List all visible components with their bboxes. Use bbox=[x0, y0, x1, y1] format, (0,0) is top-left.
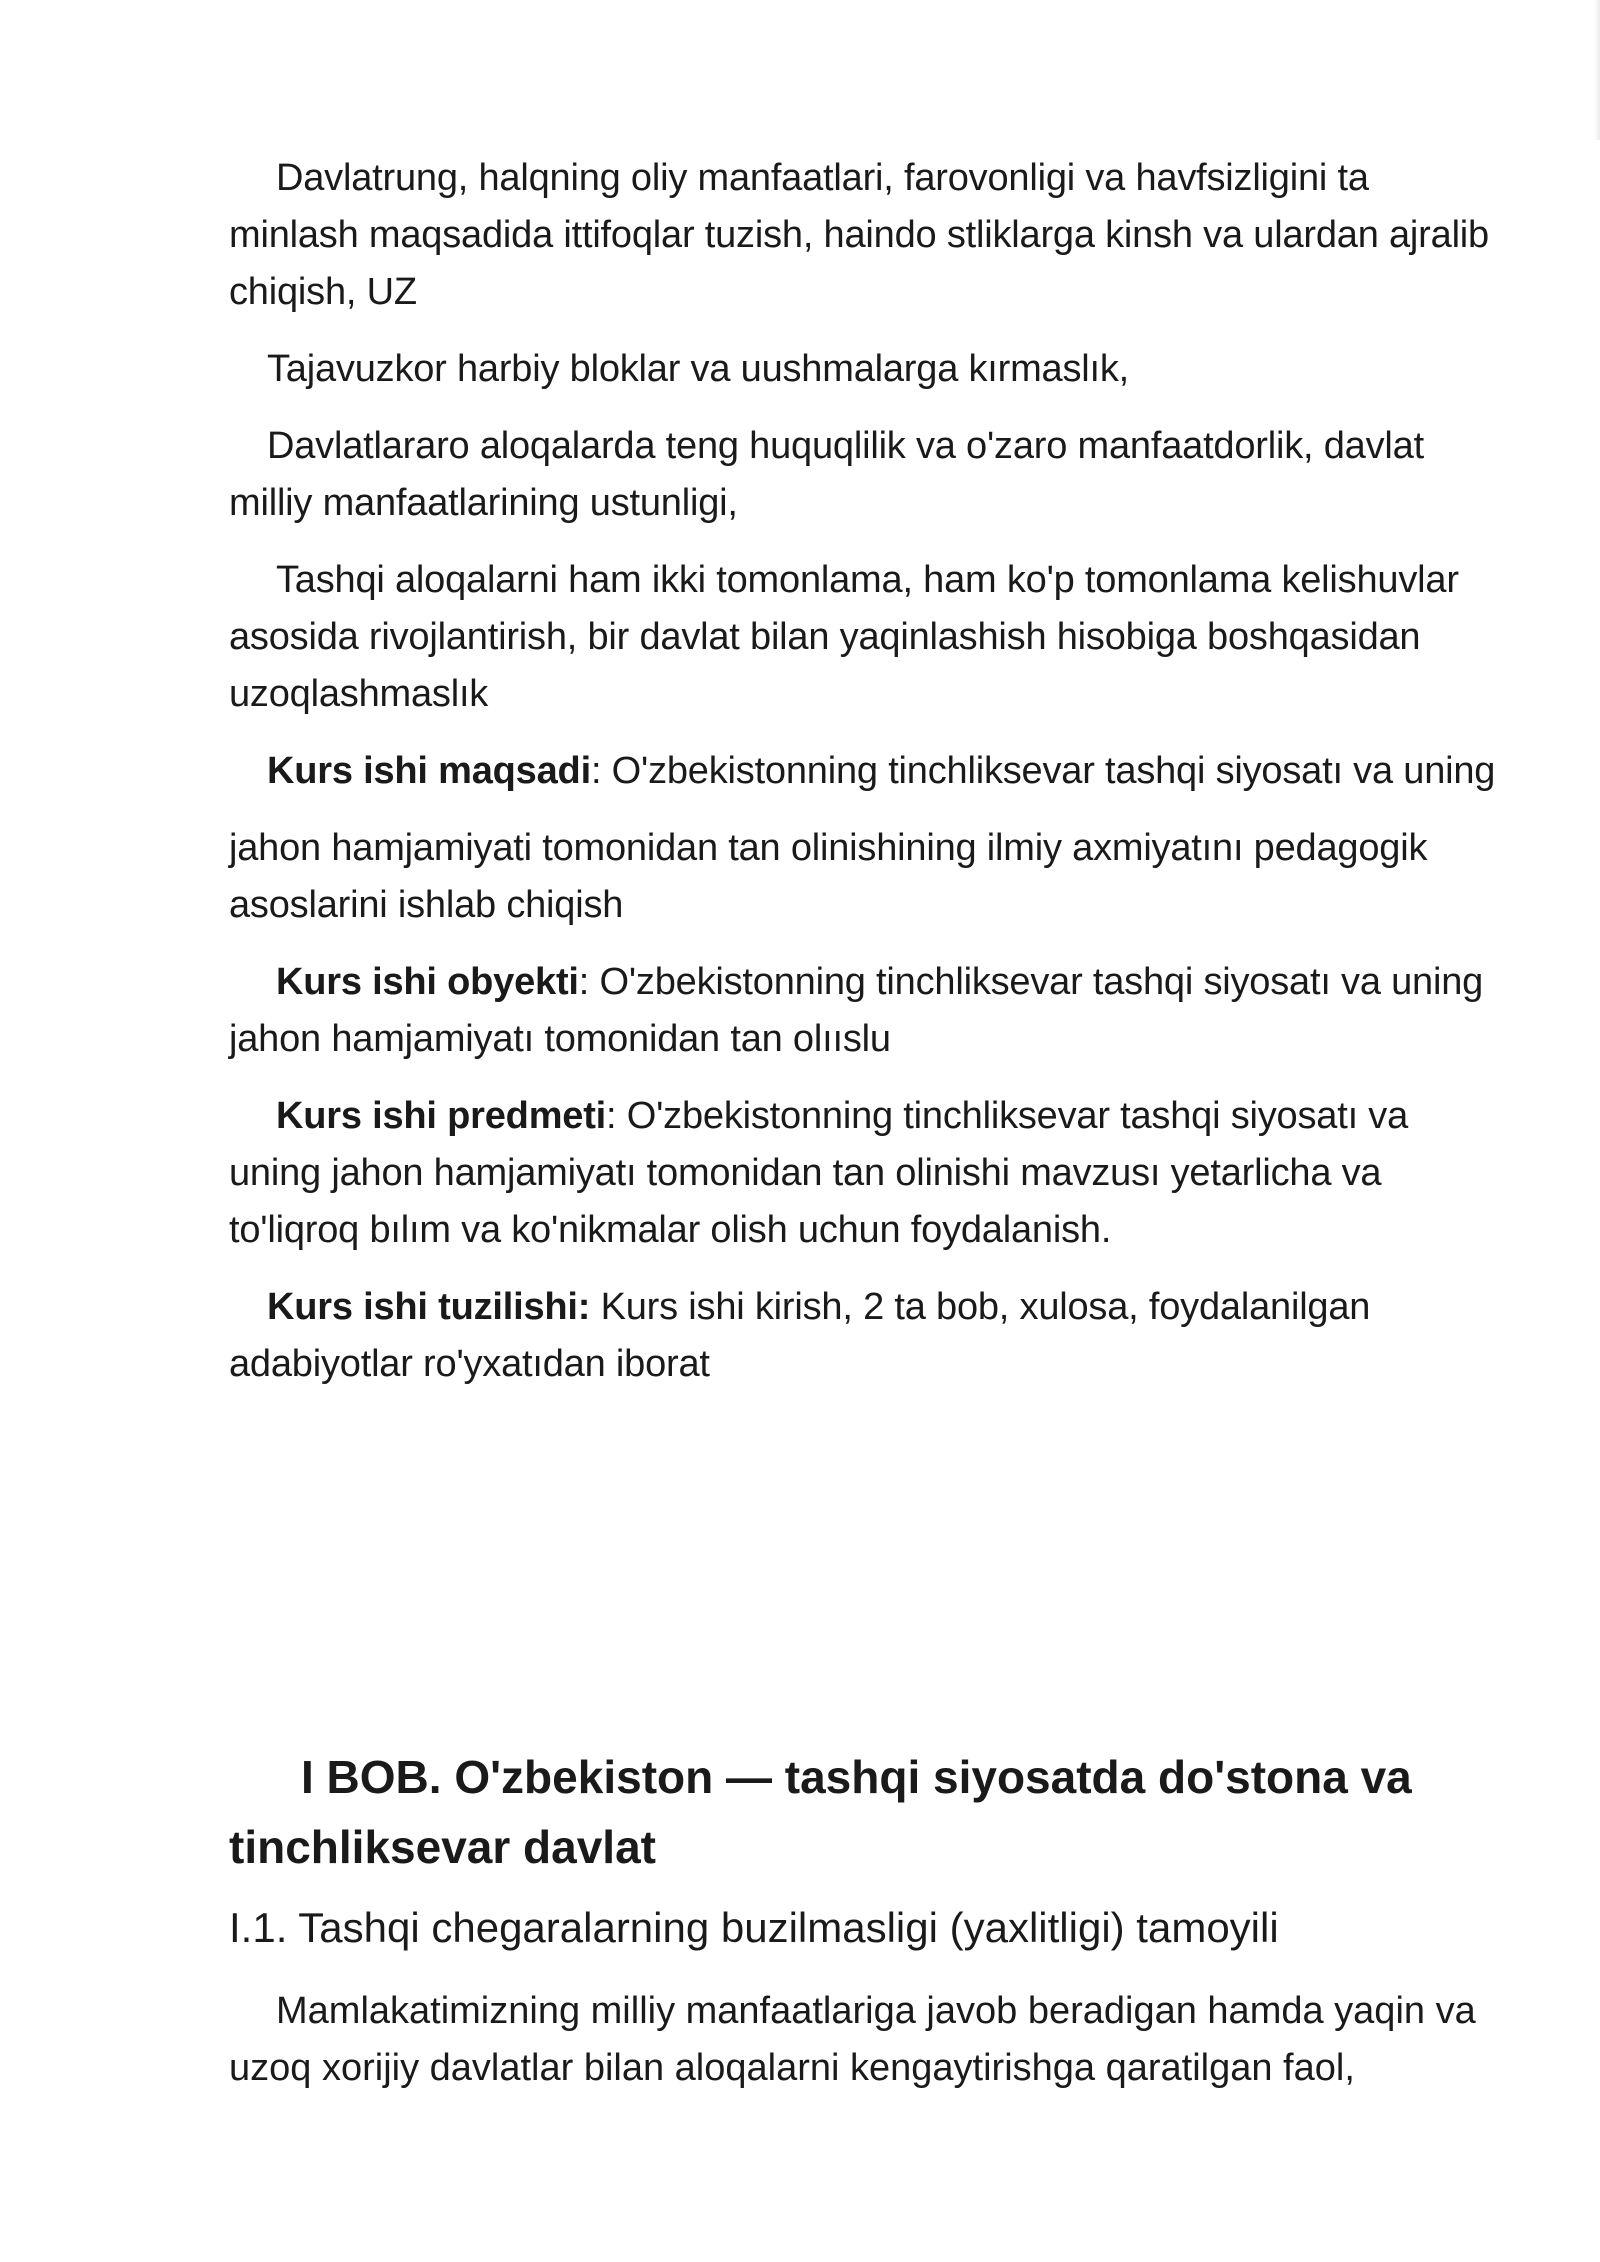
paragraph-text: : O'zbekistonning tinchliksevar tashqi siyosatı va uning jahon hamjamiyatı tomonidan tan olııslu bbox=[229, 961, 1484, 1060]
paragraph-course-structure bbox=[229, 1279, 1499, 1393]
paragraph-course-goal-continued bbox=[229, 820, 1499, 934]
section-first-paragraph: Mamlakatimizning milliy manfaatlariga javob beradigan hamda yaqin va uzoq xorijiy davlatlar bilan aloqalarni kengaytirishga qaratilgan faol, bbox=[229, 1990, 1476, 2089]
paragraph-bold-lead: Kurs ishi maqsadi bbox=[267, 750, 591, 792]
paragraph-text: jahon hamjamiyati tomonidan tan olinishining ilmiy axmiyatını pedagogik asoslarini ishlab chiqish bbox=[229, 827, 1428, 926]
paragraph-text: Kurs ishi kirish, 2 ta bob, xulosa, foydalanilgan adabiyotlar ro'yxatıdan iborat bbox=[229, 1286, 1371, 1385]
page-edge-shadow bbox=[1594, 0, 1600, 140]
paragraph-text: : O'zbekistonning tinchliksevar tashqi siyosatı va uning bbox=[590, 750, 1496, 792]
paragraph-text: Davlatlararo aloqalarda teng huquqlilik va o'zaro manfaatdorlik, davlat milliy manfaatlarining ustunligi, bbox=[229, 425, 1424, 524]
paragraph-course-goal bbox=[229, 743, 1499, 800]
paragraph-alliances bbox=[229, 150, 1499, 321]
paragraph-course-subject bbox=[229, 1088, 1499, 1259]
section-heading: I.1. Tashqi chegaralarning buzilmasligi (yaxlitligi) tamoyili bbox=[229, 1904, 1279, 1951]
paragraph-text: Tashqi aloqalarni ham ikki tomonlama, ham ko'p tomonlama kelishuvlar asosida rivojlantirish, bir davlat bilan yaqinlashish hisobiga boshqasidan uzoqlashmaslık bbox=[229, 559, 1459, 715]
paragraph-text: Tajavuzkor harbiy bloklar va uushmalarga kırmaslık, bbox=[267, 348, 1130, 390]
paragraph-bold-lead: Kurs ishi tuzilishi: bbox=[267, 1286, 591, 1328]
paragraph-course-object bbox=[229, 954, 1499, 1068]
paragraph-military-blocs bbox=[229, 341, 1499, 398]
paragraph-equal-rights bbox=[229, 418, 1499, 532]
chapter-heading: I BOB. O'zbekiston — tashqi siyosatda do'stona va tinchliksevar davlat bbox=[229, 1751, 1412, 1873]
paragraph-text: Davlatrung, halqning oliy manfaatlari, farovonligi va havfsizligini ta minlash maqsadida ittifoqlar tuzish, haindo stliklarga kinsh va ulardan ajralib chiqish, UZ bbox=[229, 157, 1489, 313]
paragraph-text: : O'zbekistonning tinchliksevar tashqi siyosatı va uning jahon hamjamiyatı tomonidan tan olinishi mavzusı yetarlicha va to'liqroq bılım va ko'nikmalar olish uchun foydalanish. bbox=[229, 1095, 1409, 1251]
paragraph-bilateral-relations bbox=[229, 552, 1499, 723]
document-body bbox=[229, 150, 1499, 1413]
paragraph-bold-lead: Kurs ishi predmeti bbox=[276, 1095, 607, 1137]
paragraph-bold-lead: Kurs ishi obyekti bbox=[276, 961, 579, 1003]
